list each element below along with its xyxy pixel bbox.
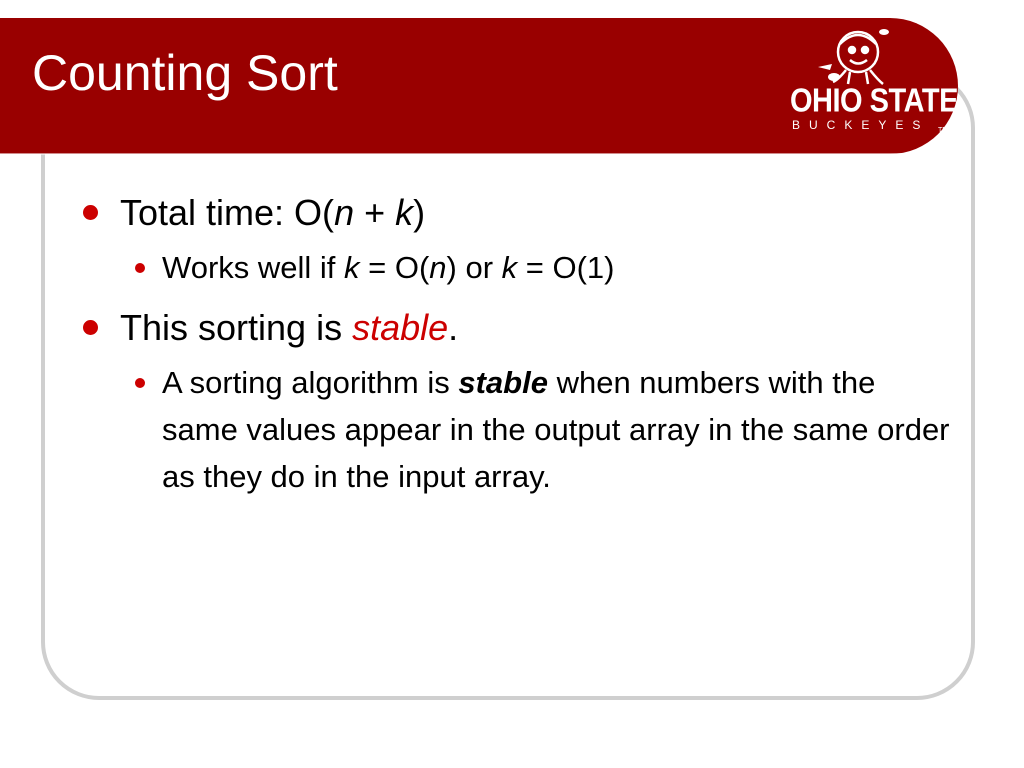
bullet-icon — [83, 205, 98, 220]
trademark-mark: TM — [938, 127, 949, 134]
sub-bullet-works-well: Works well if k = O(n) or k = O(1) — [80, 244, 952, 291]
sub-bullet-stable-definition: A sorting algorithm is stable when numbers with the same values appear in the output array in the same order as they do in the input array. — [80, 359, 952, 500]
slide-title: Counting Sort — [32, 45, 338, 101]
sub-bullet-icon — [135, 263, 145, 273]
slide-content — [80, 188, 960, 512]
stable-bold-term: stable — [458, 365, 548, 400]
bullet-item-stable: This sorting is stable. — [80, 303, 960, 353]
logo-wordmark: OHIO STATE — [790, 82, 958, 120]
bullet-icon — [83, 320, 98, 335]
bullet-item-total-time: Total time: O(n + k) — [80, 188, 960, 238]
sub-bullet-icon — [135, 378, 145, 388]
ohio-state-logo — [788, 22, 958, 142]
stable-emphasis: stable — [352, 307, 449, 348]
title-divider — [0, 153, 958, 155]
logo-subtitle: BUCKEYES — [792, 118, 930, 132]
